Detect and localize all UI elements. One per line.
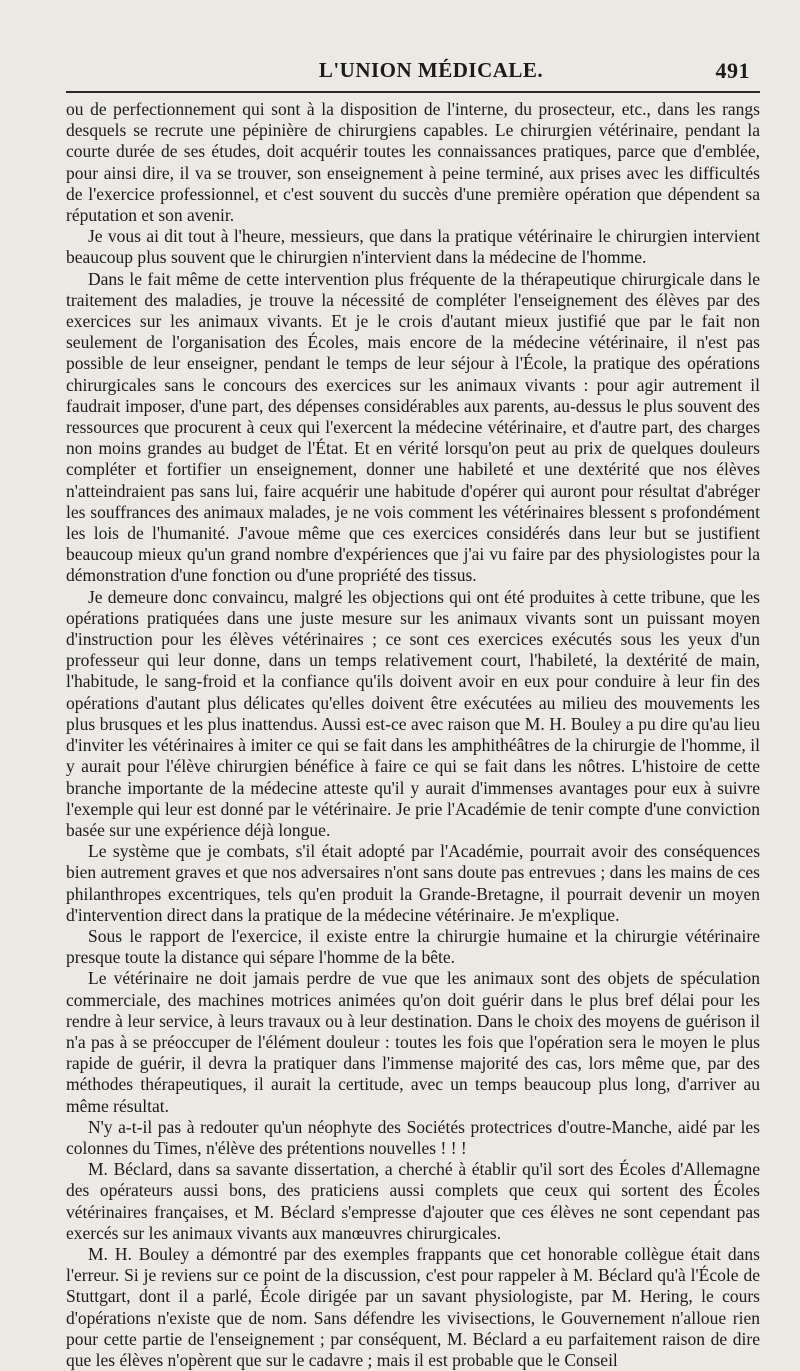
- article-body: [66, 99, 760, 1371]
- paragraph: Dans le fait même de cette intervention plus fréquente de la thérapeutique chirurgicale dans le traitement des maladies, je trouve la nécessité de compléter l'enseignement des élèves par des exercices sur les animaux vivants. Et je le crois d'autant mieux justifié que par le fait non seulement de l'organisation des Écoles, mais encore de la médecine vétérinaire, il n'est pas possible de leur enseigner, pendant le temps de leur séjour à l'École, la pratique des opérations chirurgicales sans le concours des exercices sur les animaux vivants : pour agir autrement il faudrait imposer, d'une part, des dépenses considérables aux parents, au-dessus le plus souvent des ressources que procurent à ceux qui l'exercent la médecine vétérinaire, et d'autre part, des charges non moins grandes au budget de l'État. Et en vérité lorsqu'on peut au prix de quelques douleurs compléter et fortifier un enseignement, donner une habileté et une dextérité que nos élèves n'atteindraient pas sans lui, faire acquérir une habitude d'opérer qui auront pour résultat d'abréger les souffrances des animaux malades, je ne vois comment les vétérinaires blessent s profondément les lois de l'humanité. J'avoue même que ces exercices considérés dans leur but se justifient beaucoup mieux qu'un grand nombre d'expériences que j'ai vu faire par des physiologistes pour la démonstration d'une fonction ou d'une propriété des tissus.: [66, 268, 760, 586]
- page-number: 491: [715, 58, 750, 83]
- running-header: [66, 58, 760, 82]
- paragraph: N'y a-t-il pas à redouter qu'un néophyte des Sociétés protectrices d'outre-Manche, aidé par les colonnes du Times, n'élève des prétentions nouvelles ! ! !: [66, 1116, 760, 1158]
- paragraph: Je vous ai dit tout à l'heure, messieurs, que dans la pratique vétérinaire le chirurgien intervient beaucoup plus souvent que le chirurgien n'intervient dans la médecine de l'homme.: [66, 226, 760, 268]
- paragraph: Je demeure donc convaincu, malgré les objections qui ont été produites à cette tribune, que les opérations pratiquées dans une juste mesure sur les animaux vivants sont un puissant moyen d'instruction pour les élèves vétérinaires ; ce sont ces exercices exécutés sous les yeux d'un professeur qui leur donne, dans un temps relativement court, l'habileté, la dextérité de main, l'habitude, le sang-froid et la confiance qu'ils doivent avoir en eux pour conduire à leur fin des opérations d'autant plus délicates qu'elles doivent être exécutées au milieu des mouvements les plus brusques et les plus inattendus. Aussi est-ce avec raison que M. H. Bouley a pu dire qu'au lieu d'inviter les vétérinaires à imiter ce qui se fait dans les amphithéâtres de la chirurgie de l'homme, il y aurait pour l'élève chirurgien bénéfice à faire ce qui se fait dans les nôtres. L'histoire de cette branche importante de la médecine atteste qu'il y aurait d'immenses avantages pour eux à suivre l'exemple qui leur est donné par le vétérinaire. Je prie l'Académie de tenir compte d'une conviction basée sur une expérience déjà longue.: [66, 586, 760, 840]
- paragraph: ou de perfectionnement qui sont à la disposition de l'interne, du prosecteur, etc., dans les rangs desquels se recrute une pépinière de chirurgiens capables. Le chirurgien vétérinaire, pendant la courte durée de ses études, doit acquérir toutes les connaissances pratiques, parce que d'emblée, pour ainsi dire, il va se trouver, son enseignement à peine terminé, aux prises avec les difficultés de l'exercice professionnel, et c'est souvent du succès d'une première opération que dépendent sa réputation et son avenir.: [66, 99, 760, 226]
- header-rule: [66, 91, 760, 93]
- paragraph: M. Béclard, dans sa savante dissertation, a cherché à établir qu'il sort des Écoles d'Allemagne des opérateurs aussi bons, des praticiens aussi complets que ceux qui sortent des Écoles vétérinaires françaises, et M. Béclard s'empresse d'ajouter que ces élèves ne sont cependant pas exercés sur les animaux vivants aux manœuvres chirurgicales.: [66, 1159, 760, 1243]
- paragraph: Le système que je combats, s'il était adopté par l'Académie, pourrait avoir des conséquences bien autrement graves et que nos adversaires n'ont sans doute pas entrevues ; dans les mains de ces philanthropes excentriques, tels qu'en produit la Grande-Bretagne, il pourrait devenir un moyen d'intervention direct dans la pratique de la médecine vétérinaire. Je m'explique.: [66, 841, 760, 925]
- paragraph: M. H. Bouley a démontré par des exemples frappants que cet honorable collègue était dans l'erreur. Si je reviens sur ce point de la discussion, c'est pour rappeler à M. Béclard qu'à l'École de Stuttgart, dont il a parlé, École dirigée par un savant physiologiste, par M. Hering, le cours d'opérations n'existe que de nom. Sans défendre les vivisections, le Gouvernement n'alloue rien pour cette partie de l'enseignement ; par conséquent, M. Béclard a eu parfaitement raison de dire que les élèves n'opèrent que sur le cadavre ; mais il est probable que le Conseil: [66, 1243, 760, 1370]
- journal-title: L'UNION MÉDICALE.: [318, 58, 544, 82]
- paragraph: Le vétérinaire ne doit jamais perdre de vue que les animaux sont des objets de spéculation commerciale, des machines motrices animées qu'on doit guérir dans le plus bref délai pour les rendre à leur service, à leurs travaux ou à leur destination. Dans le choix des moyens de guérison il n'a pas à se préoccuper de l'élément douleur : toutes les fois que l'opération sera le moyen le plus rapide de guérir, il devra la pratiquer dans l'immense majorité des cas, lors même que, par des méthodes thérapeutiques, il aurait la certitude, avec un temps beaucoup plus long, d'arriver au même résultat.: [66, 968, 760, 1116]
- paragraph: Sous le rapport de l'exercice, il existe entre la chirurgie humaine et la chirurgie vétérinaire presque toute la distance qui sépare l'homme de la bête.: [66, 925, 760, 968]
